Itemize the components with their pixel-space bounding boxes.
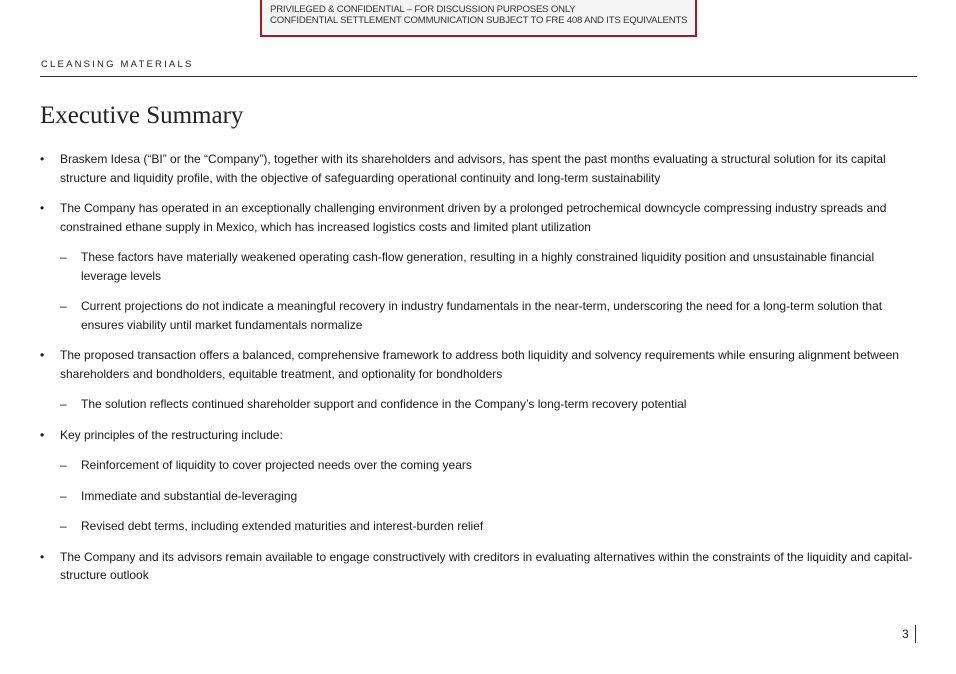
- bullet-item: [40, 426, 915, 445]
- bullet-marker: •: [40, 348, 45, 362]
- item-text: Reinforcement of liquidity to cover projected needs over the coming years: [81, 458, 472, 472]
- bullet-item: [40, 346, 915, 383]
- item-text: Current projections do not indicate a meaningful recovery in industry fundamentals in the near-term, underscoring the need for a long-term solution that ensures viability until market fundamentals normalize: [81, 299, 883, 332]
- dash-marker: –: [60, 519, 67, 533]
- confidentiality-banner: [260, 0, 697, 37]
- bullet-item: [40, 199, 915, 236]
- sub-bullet-item: [40, 487, 915, 506]
- bullet-marker: •: [40, 201, 45, 215]
- sub-bullet-item: [40, 517, 915, 536]
- bullet-marker: •: [40, 427, 45, 442]
- dash-marker: –: [60, 299, 67, 313]
- item-text: The Company has operated in an exceptionally challenging environment driven by a prolonged petrochemical downcycle compressing industry spreads and constrained ethane supply in Mexico, which has increased logistics costs and limited plant utilization: [60, 201, 887, 234]
- dash-marker: –: [60, 458, 67, 472]
- item-text: Revised debt terms, including extended maturities and interest-burden relief: [81, 519, 484, 533]
- sub-bullet-item: [40, 248, 915, 285]
- item-text: The Company and its advisors remain available to engage constructively with creditors in evaluating alternatives within the constraints of the liquidity and capital-structure outlook: [60, 549, 913, 582]
- section-label: CLEANSING MATERIALS: [41, 59, 194, 70]
- dash-marker: –: [60, 397, 67, 411]
- page-number-divider: [915, 625, 916, 643]
- bullet-marker: •: [40, 549, 45, 564]
- bullet-item: [40, 548, 915, 585]
- item-text: Braskem Idesa (“BI” or the “Company”), together with its shareholders and advisors, has spent the past months evaluating a structural solution for its capital structure and liquidity profile, with the objective of safeguarding operational continuity and long-term sustainability: [60, 152, 886, 185]
- page-title: Executive Summary: [40, 102, 244, 129]
- dash-marker: –: [60, 488, 67, 503]
- banner-line-2: CONFIDENTIAL SETTLEMENT COMMUNICATION SUBJECT TO FRE 408 AND ITS EQUIVALENTS: [270, 15, 688, 26]
- item-text: The solution reflects continued shareholder support and confidence in the Company’s long-term recovery potential: [81, 397, 687, 411]
- item-text: These factors have materially weakened operating cash-flow generation, resulting in a highly constrained liquidity position and unsustainable financial leverage levels: [81, 250, 875, 283]
- sub-bullet-item: [40, 456, 915, 475]
- header-divider: [40, 76, 917, 77]
- page-number: 3: [902, 627, 909, 641]
- item-text: Key principles of the restructuring include:: [60, 427, 283, 442]
- dash-marker: –: [60, 250, 67, 264]
- bullet-item: [40, 150, 915, 187]
- item-text: The proposed transaction offers a balanced, comprehensive framework to address both liquidity and solvency requirements while ensuring alignment between shareholders and bondholders, equitable treatment, and optionality for bondholders: [60, 348, 899, 381]
- summary-list: [40, 150, 915, 585]
- banner-line-1: PRIVILEGED & CONFIDENTIAL – FOR DISCUSSION PURPOSES ONLY: [270, 4, 576, 15]
- sub-bullet-item: [40, 395, 915, 414]
- sub-bullet-item: [40, 297, 915, 334]
- bullet-marker: •: [40, 152, 45, 166]
- item-text: Immediate and substantial de-leveraging: [81, 488, 298, 503]
